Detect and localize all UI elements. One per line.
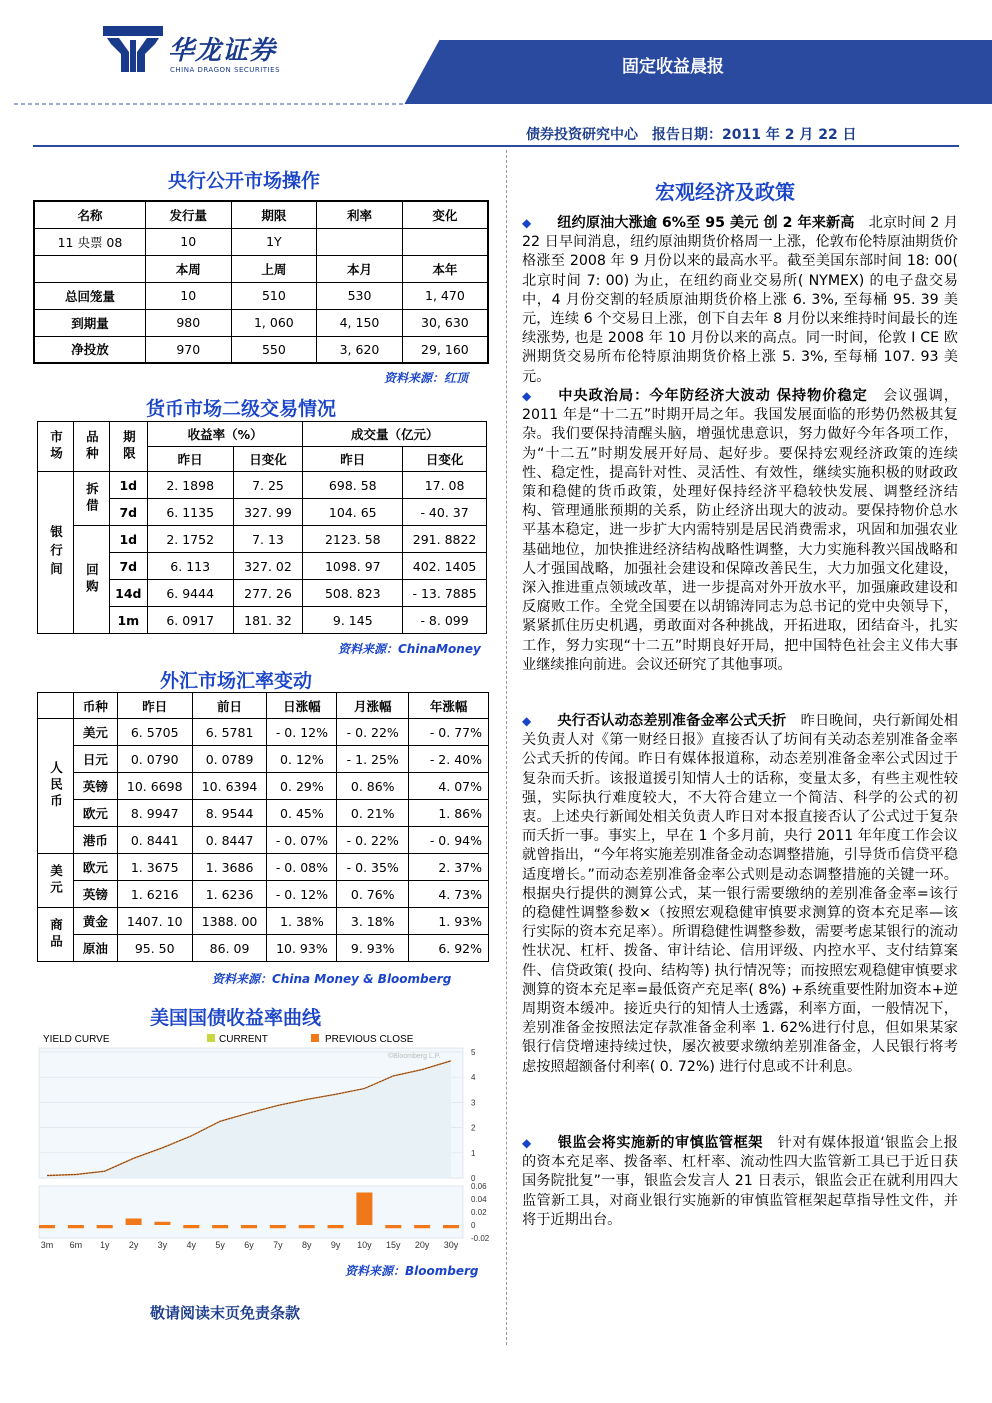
cell: 收益率（%）: [147, 422, 303, 447]
cell: 1407. 10: [117, 908, 192, 935]
legend-swatch-previous: [311, 1034, 319, 1042]
article-headline: 央行否认动态差别准备金率公式夭折: [557, 713, 787, 729]
cell: - 1. 25%: [337, 746, 409, 773]
cell: 变化: [402, 201, 488, 228]
chart-watermark: ©Bloomberg L.P.: [388, 1053, 441, 1060]
y-tick-label: 2: [471, 1123, 476, 1133]
cell: 人民币: [38, 719, 74, 854]
cell: 1. 6236: [192, 881, 267, 908]
cell: 9. 145: [303, 607, 403, 634]
cell: 日变化: [233, 447, 303, 472]
cell: 币种: [73, 693, 117, 719]
article-oil: [522, 214, 958, 387]
bullet-icon: ◆: [522, 216, 532, 230]
change-bar: [443, 1225, 459, 1228]
table-row: [38, 827, 489, 854]
x-tick-label: 10y: [357, 1240, 372, 1250]
cell: [38, 693, 74, 719]
cell: 港币: [73, 827, 117, 854]
cell: 本周: [145, 255, 231, 282]
cell: - 0. 94%: [409, 827, 489, 854]
x-tick-label: 8y: [301, 1240, 312, 1250]
change-bar: [356, 1193, 372, 1226]
plot-area-lower: [39, 1186, 463, 1238]
x-tick-label: 1y: [99, 1240, 110, 1250]
table-row: [34, 336, 488, 363]
change-bar: [183, 1225, 199, 1228]
cell: 1. 3675: [117, 854, 192, 881]
column-divider: [506, 150, 507, 1345]
cell: 104. 65: [303, 499, 403, 526]
cell: 6. 0917: [147, 607, 233, 634]
cell: 402. 1405: [403, 553, 487, 580]
cell: 277. 26: [233, 580, 303, 607]
cell: 6. 5781: [192, 719, 267, 746]
y-tick-label: 1: [471, 1148, 476, 1158]
x-tick-label: 20y: [414, 1240, 430, 1250]
omo-source: 资料来源：红顶: [384, 371, 469, 385]
cell: - 0. 22%: [337, 719, 409, 746]
x-tick-label: 4y: [186, 1240, 197, 1250]
cell: 4, 150: [317, 309, 403, 336]
cell: 7. 13: [233, 526, 303, 553]
table-row: [38, 800, 489, 827]
change-bar: [270, 1225, 286, 1228]
y2-tick-label: 0.02: [471, 1208, 487, 1217]
cell: 4. 73%: [409, 881, 489, 908]
cell: 6. 5705: [117, 719, 192, 746]
cell: 0. 45%: [267, 800, 337, 827]
money-source: 资料来源：ChinaMoney: [338, 642, 481, 656]
header-divider: [33, 145, 959, 147]
fx-source: 资料来源：China Money & Bloomberg: [212, 972, 452, 986]
cell: - 8. 099: [403, 607, 487, 634]
cell: - 0. 35%: [337, 854, 409, 881]
cell: - 40. 37: [403, 499, 487, 526]
article-politburo: [522, 387, 958, 675]
cell: 1, 060: [231, 309, 317, 336]
cell: 1. 93%: [409, 908, 489, 935]
cell: 0. 21%: [337, 800, 409, 827]
table-row: [34, 282, 488, 309]
cell: 2123. 58: [303, 526, 403, 553]
cell: 到期量: [34, 309, 145, 336]
cell: 10: [145, 282, 231, 309]
ust-source: 资料来源：Bloomberg: [345, 1264, 479, 1278]
cell: [317, 228, 403, 255]
cell: 本月: [317, 255, 403, 282]
cell: 6. 113: [147, 553, 233, 580]
table-row: [38, 719, 489, 746]
cell: 29, 160: [402, 336, 488, 363]
table-row: [38, 935, 489, 962]
cell: 0. 76%: [337, 881, 409, 908]
cell: 8. 9544: [192, 800, 267, 827]
cell: 前日: [192, 693, 267, 719]
change-bar: [154, 1222, 170, 1225]
cell: 期限: [231, 201, 317, 228]
cell: 欧元: [73, 854, 117, 881]
cell: [402, 228, 488, 255]
cell: 1Y: [231, 228, 317, 255]
cell: 1d: [109, 472, 147, 499]
legend-label: CURRENT: [219, 1034, 268, 1045]
cell: 利率: [317, 201, 403, 228]
cell: 7d: [109, 553, 147, 580]
x-tick-label: 3y: [157, 1240, 168, 1250]
cell: 3, 620: [317, 336, 403, 363]
x-tick-label: 2y: [128, 1240, 139, 1250]
cell: 8. 9947: [117, 800, 192, 827]
x-tick-label: 7y: [273, 1240, 283, 1250]
cell: 名称: [34, 201, 145, 228]
cell: 95. 50: [117, 935, 192, 962]
cell: 成交量（亿元）: [303, 422, 487, 447]
brand-name: 华龙证券: [168, 36, 277, 66]
x-tick-label: 15y: [386, 1240, 401, 1250]
cell: 327. 02: [233, 553, 303, 580]
ust-title: 美国国债收益率曲线: [150, 1007, 322, 1029]
cell: 日涨幅: [267, 693, 337, 719]
cell: 970: [145, 336, 231, 363]
change-bar: [39, 1225, 55, 1228]
company-logo-icon: [103, 26, 163, 74]
cell: 日元: [73, 746, 117, 773]
cell: 17. 08: [403, 472, 487, 499]
cell: 黄金: [73, 908, 117, 935]
cell: 期限: [109, 422, 147, 472]
y2-tick-label: 0: [471, 1221, 476, 1230]
cell: 0. 0790: [117, 746, 192, 773]
bullet-icon: ◆: [522, 1136, 532, 1150]
cell: - 0. 12%: [267, 881, 337, 908]
change-bar: [299, 1225, 315, 1228]
fx-table: [37, 692, 489, 962]
cell: 10. 6394: [192, 773, 267, 800]
cell: 市场: [38, 422, 74, 472]
cell: 回购: [73, 526, 109, 634]
cell: 0. 29%: [267, 773, 337, 800]
cell: 2. 1898: [147, 472, 233, 499]
cell: 年涨幅: [409, 693, 489, 719]
omo-period-row: [34, 255, 488, 282]
cell: 本年: [402, 255, 488, 282]
x-tick-label: 30y: [443, 1240, 459, 1250]
cell: 1. 6216: [117, 881, 192, 908]
brand-name-en: CHINA DRAGON SECURITIES: [170, 66, 281, 74]
bullet-icon: ◆: [522, 389, 533, 403]
x-tick-label: 3m: [40, 1240, 54, 1250]
macro-title: 宏观经济及政策: [655, 180, 795, 204]
cell: 7. 25: [233, 472, 303, 499]
money-table: [37, 421, 487, 634]
change-bar: [328, 1225, 344, 1228]
cell: 品种: [73, 422, 109, 472]
cell: 1. 38%: [267, 908, 337, 935]
report-date-line: 债券投资研究中心 报告日期：2011 年 2 月 22 日: [526, 127, 857, 143]
change-bar: [414, 1225, 430, 1228]
cell: 拆借: [73, 472, 109, 526]
cell: 1. 86%: [409, 800, 489, 827]
table-row: [34, 309, 488, 336]
cell: - 0. 77%: [409, 719, 489, 746]
table-row: [38, 881, 489, 908]
cell: 原油: [73, 935, 117, 962]
cell: 1d: [109, 526, 147, 553]
cell: 净投放: [34, 336, 145, 363]
x-tick-label: 6y: [244, 1240, 254, 1250]
cell: 698. 58: [303, 472, 403, 499]
x-tick-label: 5y: [215, 1240, 225, 1250]
yield-curve-chart: [33, 1030, 493, 1252]
cell: 550: [231, 336, 317, 363]
cell: 发行量: [145, 201, 231, 228]
bullet-icon: ◆: [522, 714, 532, 728]
cell: - 13. 7885: [403, 580, 487, 607]
cell: 昨日: [303, 447, 403, 472]
cell: [34, 255, 145, 282]
cell: 英镑: [73, 881, 117, 908]
cell: 1388. 00: [192, 908, 267, 935]
omo-issue-row: [34, 228, 488, 255]
cell: 商品: [38, 908, 74, 962]
cell: 291. 8822: [403, 526, 487, 553]
cell: 7d: [109, 499, 147, 526]
cell: 10. 93%: [267, 935, 337, 962]
cell: 10: [145, 228, 231, 255]
cell: 510: [231, 282, 317, 309]
article-headline: 银监会将实施新的审慎监管框架: [557, 1135, 763, 1151]
cell: 1m: [109, 607, 147, 634]
x-tick-label: 9y: [330, 1240, 341, 1250]
cell: 美元: [38, 854, 74, 908]
cell: 6. 9444: [147, 580, 233, 607]
change-bar: [212, 1225, 228, 1228]
table-row: [38, 773, 489, 800]
cell: 英镑: [73, 773, 117, 800]
cell: 11 央票 08: [34, 228, 145, 255]
cell: - 0. 12%: [267, 719, 337, 746]
cell: 欧元: [73, 800, 117, 827]
y2-tick-label: 0.04: [471, 1195, 487, 1204]
change-bar: [385, 1225, 401, 1228]
table-row: [38, 746, 489, 773]
cell: 昨日: [117, 693, 192, 719]
legend-swatch-current: [207, 1034, 215, 1042]
cell: 0. 0789: [192, 746, 267, 773]
fx-header-row: [38, 693, 489, 719]
money-header-row: [38, 422, 487, 447]
cell: 327. 99: [233, 499, 303, 526]
cell: 2. 1752: [147, 526, 233, 553]
article-body: 针对有媒体报道‘银监会上报的资本充足率、拨备率、杠杆率、流动性四大监管新工具已于近日获国务院批复”一事，银监会发言人 21 日表示，银监会正在就利用四大监管新工具，对商业银行实施新的审慎监管框架起草指导性文件，并将于近期出台。: [522, 1135, 958, 1228]
y-tick-label: 4: [471, 1073, 476, 1083]
article-body: 会议强调，2011 年是“十二五”时期开局之年。我国发展面临的形势仍然极其复杂。我们要保持清醒头脑，增强忧患意识，努力做好今年各项工作，为“十二五”时期发展开好局、起好步。要保持宏观经济政策的连续性、稳定性，提高针对性、灵活性、有效性，继续实施积极的财政政策和稳健的货币政策，处理好保持经济平稳较快发展、调整经济结构、管理通胀预期的关系，防止经济出现大的波动。要保持物价总水平基本稳定，进一步扩大内需特别是居民消费需求，巩固和加强农业基础地位，加快推进经济结构战略性调整，大力实施科教兴国战略和人才强国战略，加强社会建设和保障改善民生，大力加强文化建设，深入推进重点领域改革，进一步提高对外开放水平，加强廉政建设和反腐败工作。全党全国要在以胡锦涛同志为总书记的党中央领导下，紧紧抓住历史机遇，勇敢面对各种挑战，开拓进取，团结奋斗，扎实工作，努力实现“十二五”时期良好开局，把中国特色社会主义伟大事业继续推向前进。会议还研究了其他事项。: [522, 388, 958, 673]
cell: 4. 07%: [409, 773, 489, 800]
cell: 181. 32: [233, 607, 303, 634]
cell: 昨日: [147, 447, 233, 472]
cell: 1098. 97: [303, 553, 403, 580]
report-title: 固定收益晨报: [622, 57, 724, 77]
y-tick-label: 5: [471, 1048, 476, 1057]
omo-header-row: [34, 201, 488, 228]
cell: 总回笼量: [34, 282, 145, 309]
y2-tick-label: -0.02: [471, 1234, 490, 1243]
cell: 86. 09: [192, 935, 267, 962]
table-row: [38, 472, 487, 499]
cell: 上周: [231, 255, 317, 282]
article-body: 昨日晚间，央行新闻处相关负责人对《第一财经日报》直接否认了坊间有关动态差别准备金率公式夭折的传闻。昨日有媒体报道称，动态差别准备金率公式因过于复杂而夭折。该报道援引知情人士的话称，变量太多，有些主观性较强，实际执行难度较大，不大符合建立一个简洁、科学的公式的初衷。上述央行新闻处相关负责人昨日对本报直接否认了公式过于复杂而夭折一事。事实上，早在 1 个多月前，央行 2011 年年度工作会议就曾指出，“今年将实施差别准备金动态调整措施，引导货币信贷平稳适度增长。”而动态差别准备金率公式则是动态调整措施的关键一环。根据央行提供的测算公式，某一银行需要缴纳的差别准备金率=该行的稳健性调整参数×（按照宏观稳健审慎要求测算的资本充足率—该行实际的资本充足率）。所谓稳健性调整参数，需要考虑某银行的流动性状况、杠杆、拨备、审计结论、信用评级、内控水平、支付结算案件、信贷政策( 投向、结构等) 执行情况等；而按照宏观稳健审慎要求测算的资本充足率=最低资产充足率( 8%) +系统重要性附加资本+逆周期资本缓冲。接近央行的知情人士透露，利率方面，一般情况下，差别准备金按照法定存款准备金利率 1. 62%进行付息，但如果某家银行信贷增速持续过快，屡次被要求缴纳差别准备金，人民银行将考虑按照超额备付利率( 0. 72%) 进行付息或不计利息。: [522, 713, 958, 1075]
change-bar: [126, 1219, 142, 1226]
cell: 0. 8447: [192, 827, 267, 854]
cell: - 2. 40%: [409, 746, 489, 773]
money-title: 货币市场二级交易情况: [146, 398, 337, 420]
cell: 9. 93%: [337, 935, 409, 962]
fx-title: 外汇市场汇率变动: [160, 670, 313, 692]
change-bar: [97, 1225, 113, 1228]
change-bar: [68, 1225, 84, 1228]
cell: 0. 12%: [267, 746, 337, 773]
article-headline: 纽约原油大涨逾 6%至 95 美元 创 2 年来新高: [557, 215, 855, 231]
cell: 508. 823: [303, 580, 403, 607]
cell: - 0. 22%: [337, 827, 409, 854]
cell: 美元: [73, 719, 117, 746]
omo-title: 央行公开市场操作: [168, 170, 321, 192]
cell: 3. 18%: [337, 908, 409, 935]
cell: - 0. 08%: [267, 854, 337, 881]
cell: 980: [145, 309, 231, 336]
y-tick-label: 3: [471, 1098, 476, 1108]
cell: 1. 3686: [192, 854, 267, 881]
chart-title: YIELD CURVE: [43, 1034, 110, 1045]
cell: 6. 92%: [409, 935, 489, 962]
y-tick-label: 0: [471, 1174, 476, 1183]
cell: 0. 8441: [117, 827, 192, 854]
cell: 0. 86%: [337, 773, 409, 800]
change-bar: [241, 1225, 257, 1228]
cell: 日变化: [403, 447, 487, 472]
table-row: [38, 908, 489, 935]
cell: 530: [317, 282, 403, 309]
cell: 月涨幅: [337, 693, 409, 719]
cell: 6. 1135: [147, 499, 233, 526]
cell: 银行间: [38, 472, 74, 634]
cell: 2. 37%: [409, 854, 489, 881]
cell: 10. 6698: [117, 773, 192, 800]
legend-label: PREVIOUS CLOSE: [325, 1034, 414, 1045]
cell: 30, 630: [402, 309, 488, 336]
y2-tick-label: 0.06: [471, 1182, 487, 1191]
omo-table: [33, 200, 489, 364]
table-row: [38, 854, 489, 881]
article-pboc: [522, 712, 958, 1077]
article-body: 北京时间 2 月 22 日早间消息，纽约原油期货价格周一上涨，伦敦布伦特原油期货价格涨至 2008 年 9 月份以来的最高水平。截至美国东部时间 18: 00( 北京时间 7: 00) 为止，在纽约商业交易所( NYMEX) 的电子盘交易中，4 月份交割的轻质原油期货价格上涨 6. 3%, 至每桶 95. 39 美元，连续 6 个交易日上涨，创下自去年 8 月份以来维持时间最长的连续涨势, 也是 2008 年 10 月份以来的高点。同一时间，伦敦 I CE 欧洲期货交易所布伦特原油期货价格上涨 5. 3%, 至每桶 107. 93 美元。: [522, 215, 959, 385]
article-cbrc: [522, 1134, 958, 1230]
cell: 14d: [109, 580, 147, 607]
disclaimer-note: 敬请阅读末页免责条款: [150, 1304, 301, 1322]
article-headline: 中央政治局：今年防经济大波动 保持物价稳定: [558, 388, 868, 404]
table-row: [38, 526, 487, 553]
x-tick-label: 6m: [69, 1240, 83, 1250]
cell: - 0. 07%: [267, 827, 337, 854]
cell: 1, 470: [402, 282, 488, 309]
